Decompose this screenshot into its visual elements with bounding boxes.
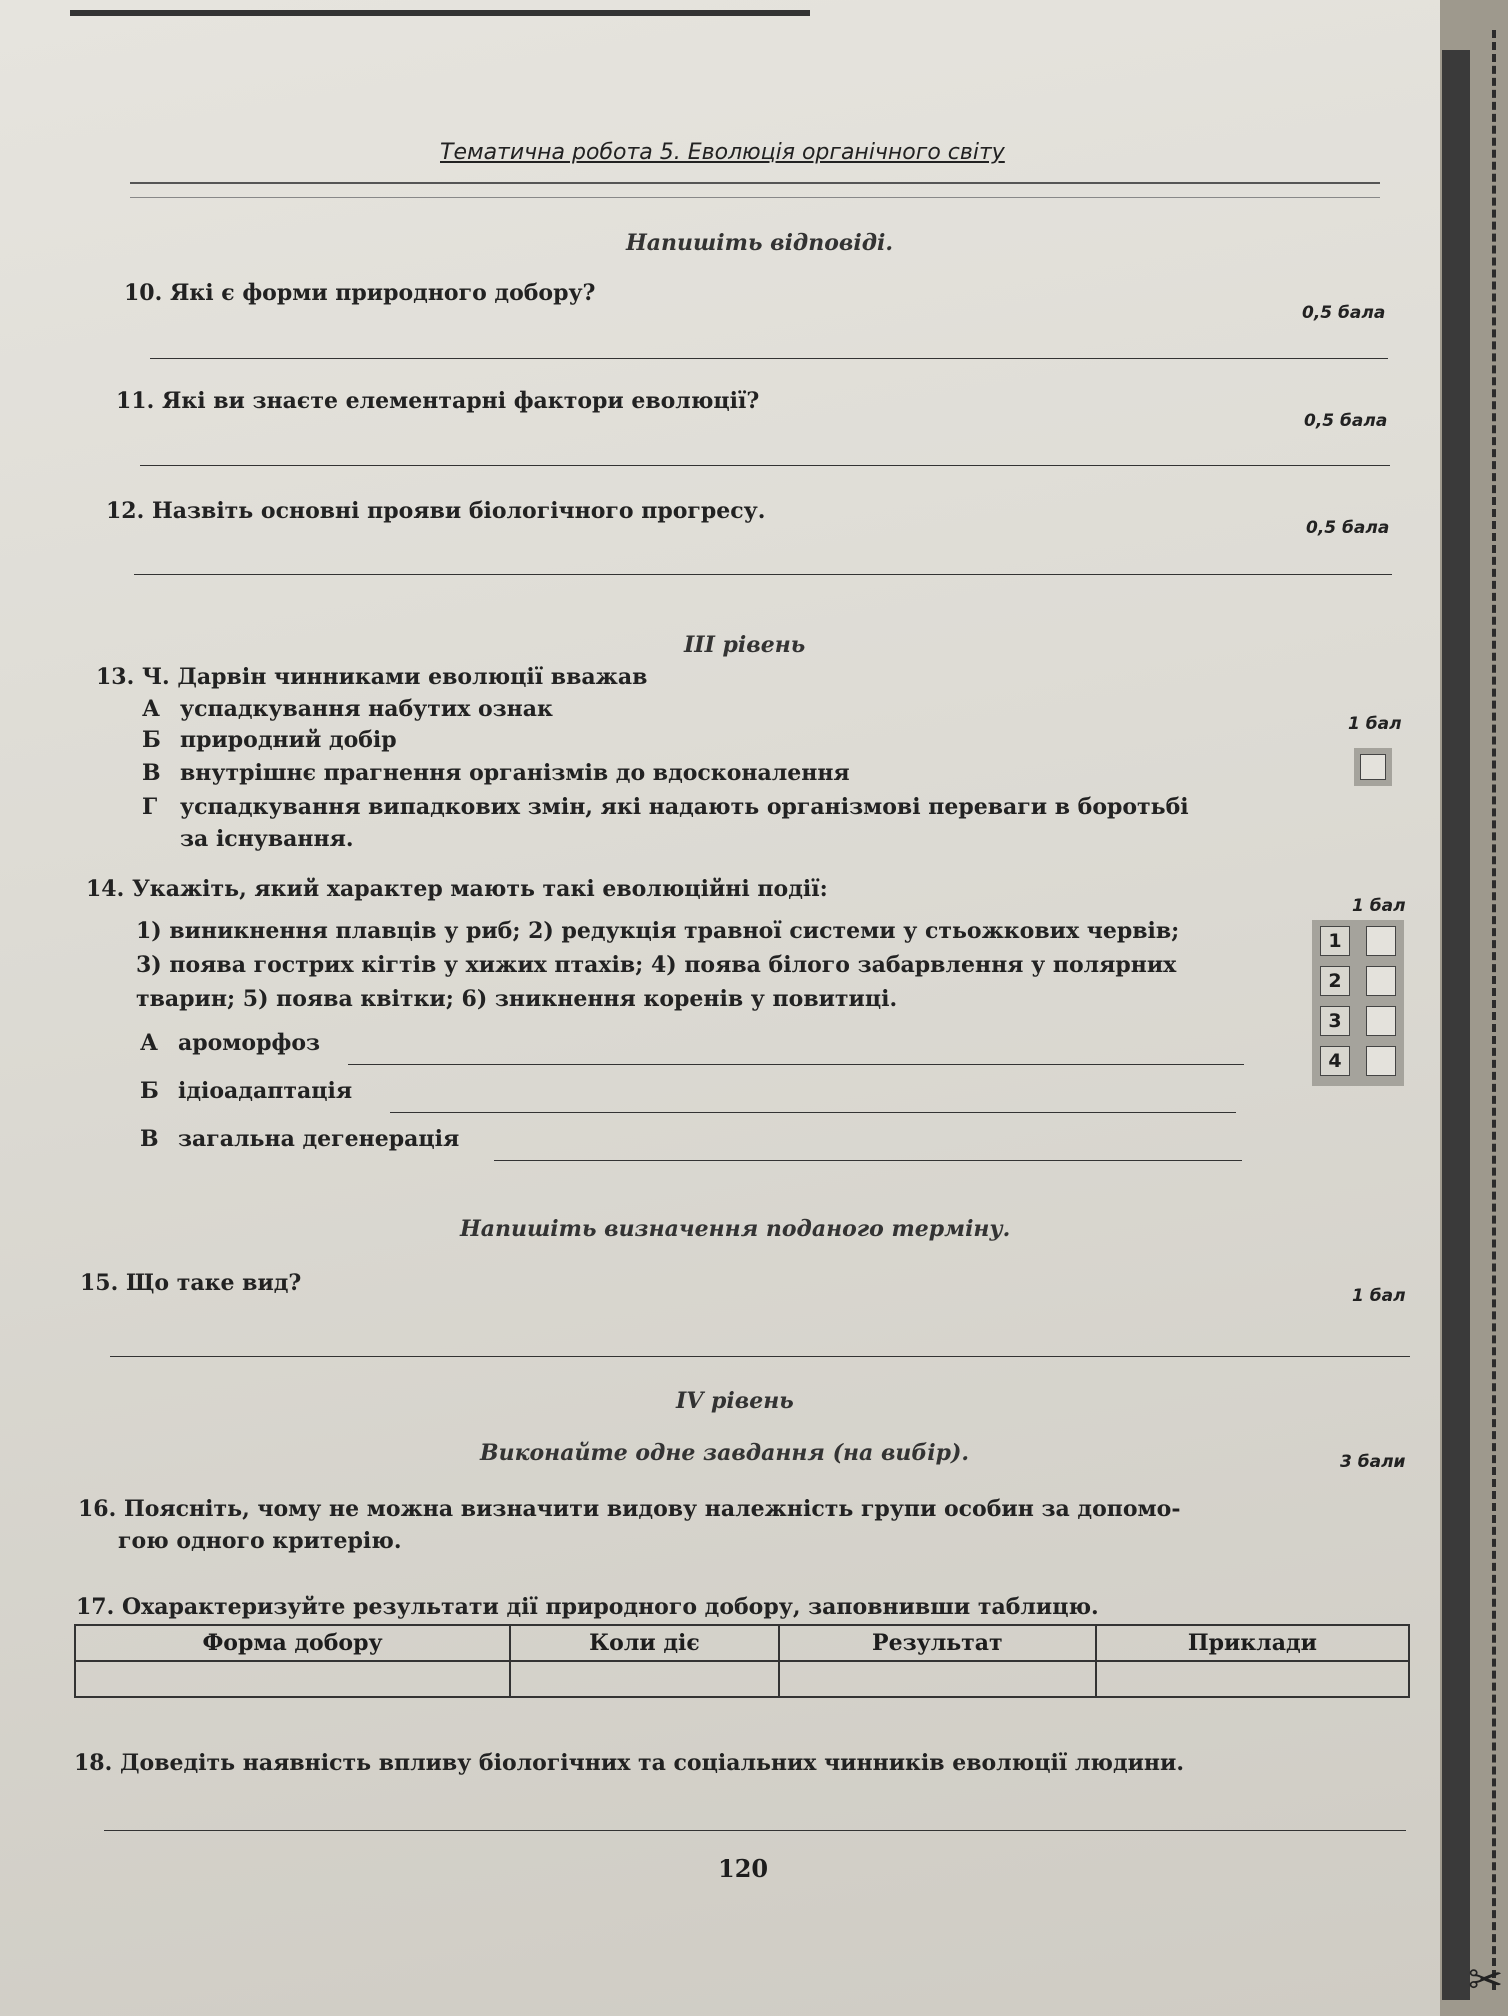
q14-events-line-3: тварин; 5) поява квітки; 6) зникнення коренів у повитиці.: [136, 986, 898, 1012]
question-18: [74, 1750, 1184, 1776]
q13-option-g[interactable]: [142, 794, 1189, 820]
table-header-result: Результат: [779, 1625, 1096, 1661]
answer-line-q12[interactable]: [134, 574, 1392, 575]
points-q11: 0,5 бала: [1304, 411, 1388, 431]
question-text: Які ви знаєте елементарні фактори еволюції?: [161, 388, 760, 414]
option-letter: В: [140, 1126, 159, 1152]
q14-option-a: [140, 1030, 320, 1056]
q13-option-g-continuation: за існування.: [180, 826, 354, 852]
answer-line-q14-a[interactable]: [348, 1064, 1244, 1065]
table-header-row: [75, 1625, 1409, 1661]
answer-line-q14-b[interactable]: [390, 1112, 1236, 1113]
question-number: 10.: [124, 280, 163, 306]
section-level-4: IV рівень: [676, 1388, 794, 1414]
page-header: Тематична робота 5. Еволюція органічного світу: [440, 140, 1005, 165]
option-letter: Б: [142, 727, 161, 753]
header-rule: [130, 182, 1380, 184]
cut-line: [1492, 30, 1496, 1990]
answer-line-q18[interactable]: [104, 1830, 1406, 1831]
option-text: внутрішнє прагнення організмів до вдосконалення: [180, 760, 850, 786]
option-letter: А: [142, 696, 160, 722]
cut-band: [1442, 50, 1470, 2000]
points-q10: 0,5 бала: [1302, 303, 1386, 323]
scissors-icon: ✂: [1468, 1955, 1504, 2004]
table-cell-form[interactable]: [75, 1661, 510, 1697]
question-14: [86, 876, 828, 902]
table-cell-when[interactable]: [510, 1661, 779, 1697]
question-16: [78, 1496, 1180, 1522]
question-text: Охарактеризуйте результати дії природного добору, заповнивши таблицю.: [121, 1594, 1099, 1620]
answer-line-q15[interactable]: [110, 1356, 1410, 1357]
answer-box-q13[interactable]: [1354, 748, 1392, 786]
q14-option-v: [140, 1126, 459, 1152]
answer-box-field[interactable]: [1360, 754, 1386, 780]
grid-answer-cell-3[interactable]: [1366, 1006, 1396, 1036]
section-write-definition: Напишіть визначення поданого терміну.: [460, 1216, 1011, 1242]
question-text: Доведіть наявність впливу біологічних та соціальних чинників еволюції людини.: [119, 1750, 1184, 1776]
table-cell-examples[interactable]: [1096, 1661, 1409, 1697]
option-text: загальна дегенерація: [178, 1126, 460, 1152]
page-number: 120: [718, 1854, 769, 1883]
q13-option-b[interactable]: [142, 727, 397, 753]
grid-number-2: 2: [1320, 966, 1350, 996]
question-text: Укажіть, який характер мають такі еволюційні події:: [131, 876, 828, 902]
top-border: [70, 10, 810, 16]
table-header-form: Форма добору: [75, 1625, 510, 1661]
grid-number-3: 3: [1320, 1006, 1350, 1036]
question-text: Що таке вид?: [125, 1270, 302, 1296]
answer-line-q14-v[interactable]: [494, 1160, 1242, 1161]
grid-number-4: 4: [1320, 1046, 1350, 1076]
selection-table: [74, 1624, 1410, 1698]
q13-option-v[interactable]: [142, 760, 850, 786]
question-number: 13.: [96, 664, 135, 690]
grid-answer-cell-1[interactable]: [1366, 926, 1396, 956]
question-17: [76, 1594, 1099, 1620]
option-text: природний добір: [180, 727, 397, 753]
question-text: Які є форми природного добору?: [169, 280, 596, 306]
section-level-3: III рівень: [684, 632, 806, 658]
question-number: 16.: [78, 1496, 117, 1522]
question-number: 15.: [80, 1270, 119, 1296]
answer-line-q10[interactable]: [150, 358, 1388, 359]
option-text: ідіоадаптація: [178, 1078, 353, 1104]
question-text: Поясніть, чому не можна визначити видову належність групи особин за допомо-: [123, 1496, 1181, 1522]
question-10: [124, 280, 595, 306]
question-text: Назвіть основні прояви біологічного прогресу.: [151, 498, 766, 524]
question-number: 17.: [76, 1594, 115, 1620]
option-text: успадкування випадкових змін, які надають організмові переваги в боротьбі: [180, 794, 1189, 820]
question-13: [96, 664, 647, 690]
points-q15: 1 бал: [1352, 1286, 1406, 1306]
table-cell-result[interactable]: [779, 1661, 1096, 1697]
answer-line-q11[interactable]: [140, 465, 1390, 466]
option-letter: А: [140, 1030, 158, 1056]
option-text: ароморфоз: [178, 1030, 321, 1056]
question-15: [80, 1270, 301, 1296]
question-16-continuation: гою одного критерію.: [118, 1528, 402, 1554]
table-header-when: Коли діє: [510, 1625, 779, 1661]
option-text: успадкування набутих ознак: [180, 696, 553, 722]
question-number: 18.: [74, 1750, 113, 1776]
table-row: [75, 1661, 1409, 1697]
grid-number-1: 1: [1320, 926, 1350, 956]
q14-events-line-1: 1) виникнення плавців у риб; 2) редукція травної системи у стьожкових червів;: [136, 918, 1180, 944]
option-letter: Г: [142, 794, 158, 820]
answer-grid-q14: [1312, 920, 1404, 1086]
grid-answer-cell-2[interactable]: [1366, 966, 1396, 996]
table-header-examples: Приклади: [1096, 1625, 1409, 1661]
option-letter: Б: [140, 1078, 159, 1104]
question-number: 14.: [86, 876, 125, 902]
points-level-4: 3 бали: [1340, 1452, 1406, 1472]
points-q14: 1 бал: [1352, 896, 1406, 916]
header-rule-thin: [130, 197, 1380, 198]
section-do-one-task: Виконайте одне завдання (на вибір).: [480, 1440, 970, 1466]
question-number: 12.: [106, 498, 145, 524]
question-number: 11.: [116, 388, 155, 414]
option-letter: В: [142, 760, 161, 786]
q14-option-b: [140, 1078, 352, 1104]
grid-answer-cell-4[interactable]: [1366, 1046, 1396, 1076]
section-write-answers: Напишіть відповіді.: [626, 230, 894, 256]
points-q12: 0,5 бала: [1306, 518, 1390, 538]
question-12: [106, 498, 765, 524]
question-text: Ч. Дарвін чинниками еволюції вважав: [141, 664, 648, 690]
points-q13: 1 бал: [1348, 714, 1402, 734]
q13-option-a[interactable]: [142, 696, 553, 722]
q14-events-line-2: 3) поява гострих кігтів у хижих птахів; 4) поява білого забарвлення у полярних: [136, 952, 1177, 978]
question-11: [116, 388, 759, 414]
